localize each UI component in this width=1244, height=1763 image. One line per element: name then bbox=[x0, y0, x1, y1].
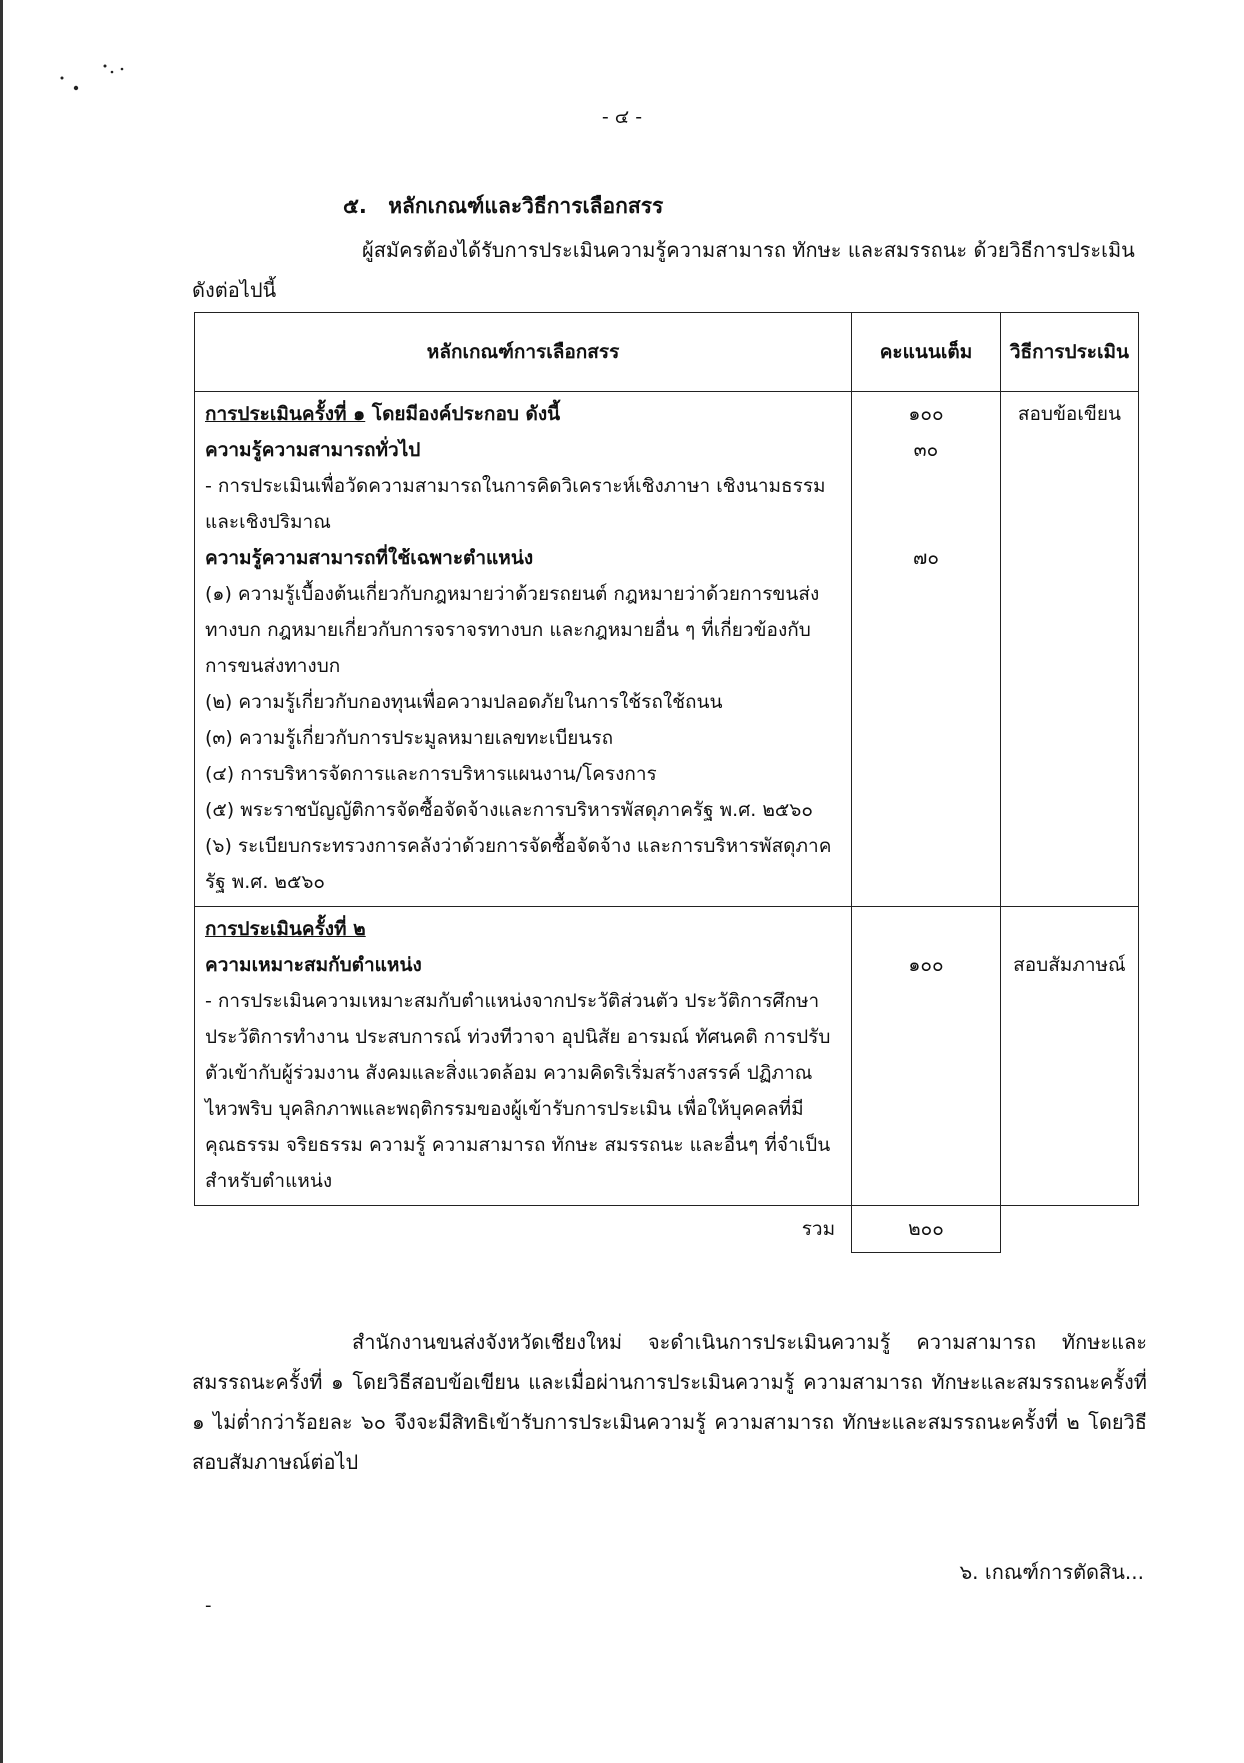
method-interview: สอบสัมภาษณ์ bbox=[1013, 954, 1126, 976]
continued-text: ๖. เกณฑ์การตัดสิน... bbox=[959, 1560, 1144, 1584]
page-number: - ๔ - bbox=[601, 106, 643, 128]
assessment-paragraph bbox=[192, 1322, 1147, 1482]
table-row-assessment-2 bbox=[195, 907, 1139, 1206]
assessment-2-scores bbox=[852, 907, 1001, 1206]
score-assessment-2: ๑๐๐ bbox=[908, 954, 944, 976]
list-item: (๑) ความรู้เบื้องต้นเกี่ยวกับกฎหมายว่าด้วยรถยนต์ กฎหมายว่าด้วยการขนส่งทางบก กฎหมายเกี่ยวกับการจราจรทางบก และกฎหมายอื่น ๆ ที่เกี่ยวข้องกับการขนส่งทางบก bbox=[205, 583, 820, 677]
assessment-2-method bbox=[1000, 907, 1138, 1206]
assessment-1-heading: การประเมินครั้งที่ ๑ bbox=[205, 403, 366, 425]
assessment-1-heading-suffix: โดยมีองค์ประกอบ ดังนี้ bbox=[365, 403, 561, 425]
section-number: ๕. bbox=[343, 194, 367, 218]
total-score: ๒๐๐ bbox=[852, 1206, 1001, 1253]
page-edge-line bbox=[0, 0, 3, 1763]
list-item: (๖) ระเบียบกระทรวงการคลังว่าด้วยการจัดซื้อจัดจ้าง และการบริหารพัสดุภาครัฐ พ.ศ. ๒๕๖๐ bbox=[205, 835, 832, 893]
list-item: (๕) พระราชบัญญัติการจัดซื้อจัดจ้างและการบริหารพัสดุภาครัฐ พ.ศ. ๒๕๖๐ bbox=[205, 799, 813, 821]
assessment-1-criteria bbox=[195, 392, 852, 907]
footer-mark: - bbox=[205, 1595, 212, 1616]
list-item: (๒) ความรู้เกี่ยวกับกองทุนเพื่อความปลอดภัยในการใช้รถใช้ถนน bbox=[205, 691, 723, 713]
section-title: หลักเกณฑ์และวิธีการเลือกสรร bbox=[388, 194, 664, 218]
total-empty-cell bbox=[1000, 1206, 1138, 1253]
section-heading bbox=[343, 190, 663, 223]
table-total-row bbox=[195, 1206, 1139, 1253]
assessment-1-scores bbox=[852, 392, 1001, 907]
general-knowledge-desc: - การประเมินเพื่อวัดความสามารถในการคิดวิเคราะห์เชิงภาษา เชิงนามธรรม และเชิงปริมาณ bbox=[205, 475, 826, 533]
assessment-2-criteria bbox=[195, 907, 852, 1206]
header-score: คะแนนเต็ม bbox=[852, 313, 1001, 392]
header-method: วิธีการประเมิน bbox=[1000, 313, 1138, 392]
total-label: รวม bbox=[801, 1218, 836, 1241]
score-general: ๓๐ bbox=[913, 439, 939, 461]
paragraph-text: สำนักงานขนส่งจังหวัดเชียงใหม่ จะดำเนินการประเมินความรู้ ความสามารถ ทักษะและสมรรถนะครั้งที่ ๑ โดยวิธีสอบข้อเขียน และเมื่อผ่านการประเมินความรู้ ความสามารถ ทักษะและสมรรถนะครั้งที่ ๑ ไม่ต่ำกว่าร้อยละ ๖๐ จึงจะมีสิทธิเข้ารับการประเมินความรู้ ความสามารถ ทักษะและสมรรถนะครั้งที่ ๒ โดยวิธีสอบสัมภาษณ์ต่อไป bbox=[192, 1330, 1147, 1474]
list-item: (๔) การบริหารจัดการและการบริหารแผนงาน/โครงการ bbox=[205, 763, 657, 785]
suitability-desc: - การประเมินความเหมาะสมกับตำแหน่งจากประวัติส่วนตัว ประวัติการศึกษา ประวัติการทำงาน ประสบการณ์ ท่วงทีวาจา อุปนิสัย อารมณ์ ทัศนคติ การปรับตัวเข้ากับผู้ร่วมงาน สังคมและสิ่งแวดล้อม ความคิดริเริ่มสร้างสรรค์ ปฏิภาณไหวพริบ บุคลิกภาพและพฤติกรรมของผู้เข้ารับการประเมิน เพื่อให้บุคคลที่มีคุณธรรม จริยธรรม ความรู้ ความสามารถ ทักษะ สมรรถนะ และอื่นๆ ที่จำเป็นสำหรับตำแหน่ง bbox=[205, 990, 831, 1192]
header-criteria: หลักเกณฑ์การเลือกสรร bbox=[195, 313, 852, 392]
table-header-row bbox=[195, 313, 1139, 392]
section-intro bbox=[192, 230, 1147, 310]
assessment-2-heading: การประเมินครั้งที่ ๒ bbox=[205, 918, 366, 940]
list-item: (๓) ความรู้เกี่ยวกับการประมูลหมายเลขทะเบียนรถ bbox=[205, 727, 614, 749]
suitability-title: ความเหมาะสมกับตำแหน่ง bbox=[205, 954, 422, 976]
assessment-1-method: สอบข้อเขียน bbox=[1000, 392, 1138, 907]
score-total-1: ๑๐๐ bbox=[908, 403, 944, 425]
table-row-assessment-1 bbox=[195, 392, 1139, 907]
criteria-table bbox=[194, 312, 1139, 1253]
score-specific: ๗๐ bbox=[913, 547, 939, 569]
general-knowledge-title: ความรู้ความสามารถทั่วไป bbox=[205, 439, 421, 461]
intro-text: ผู้สมัครต้องได้รับการประเมินความรู้ความสามารถ ทักษะ และสมรรถนะ ด้วยวิธีการประเมิน ดังต่อไปนี้ bbox=[192, 238, 1135, 302]
specific-knowledge-title: ความรู้ความสามารถที่ใช้เฉพาะตำแหน่ง bbox=[205, 547, 534, 569]
